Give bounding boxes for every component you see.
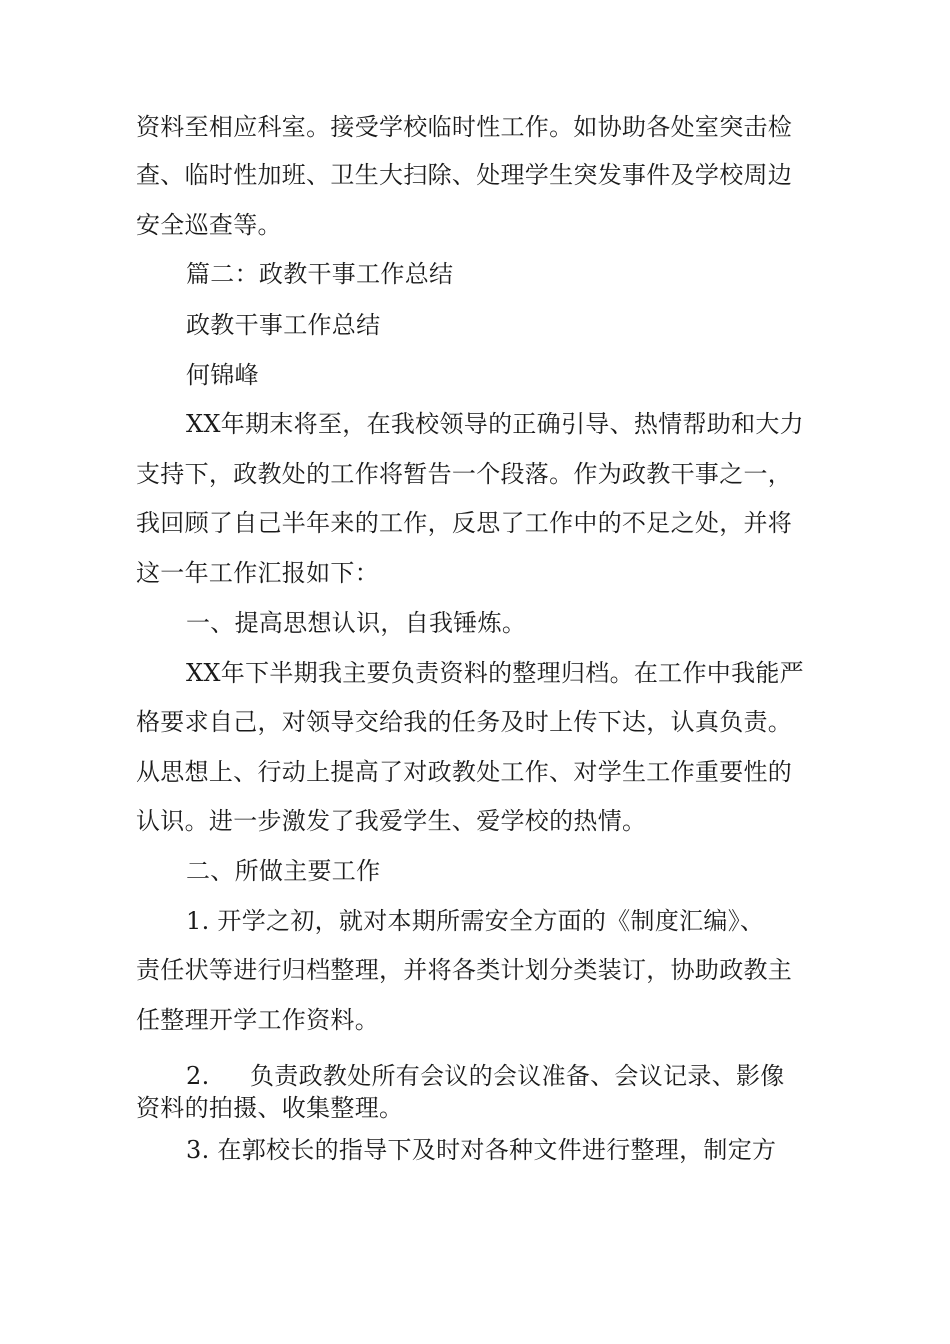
section-heading: 篇二：政教干事工作总结 — [186, 260, 454, 288]
paragraph-line: 查、临时性加班、卫生大扫除、处理学生突发事件及学校周边 — [136, 161, 793, 189]
paragraph-line: 我回顾了自己半年来的工作，反思了工作中的不足之处，并将 — [136, 509, 793, 537]
paragraph-line: 责任状等进行归档整理，并将各类计划分类装订，协助政教主 — [136, 956, 793, 984]
paragraph-line: 资料的拍摄、收集整理。 — [136, 1094, 404, 1122]
author-name: 何锦峰 — [186, 361, 259, 389]
subsection-heading: 二、所做主要工作 — [186, 857, 381, 885]
paragraph-line: 资料至相应科室。接受学校临时性工作。如协助各处室突击检 — [136, 113, 793, 141]
list-item: 负责政教处所有会议的会议准备、会议记录、影像 — [250, 1062, 785, 1090]
list-item: 1. 开学之初，就对本期所需安全方面的《制度汇编》、 — [186, 907, 765, 935]
list-item-number: 2. — [186, 1062, 210, 1090]
paragraph-line: XX年期末将至，在我校领导的正确引导、热情帮助和大力 — [186, 410, 804, 438]
document-title: 政教干事工作总结 — [186, 311, 381, 339]
paragraph-line: 安全巡查等。 — [136, 211, 282, 239]
paragraph-line: 任整理开学工作资料。 — [136, 1006, 379, 1034]
subsection-heading: 一、提高思想认识，自我锤炼。 — [186, 609, 527, 637]
paragraph-line: 支持下，政教处的工作将暂告一个段落。作为政教干事之一， — [136, 460, 793, 488]
paragraph-line: XX年下半期我主要负责资料的整理归档。在工作中我能严 — [186, 659, 804, 687]
paragraph-line: 从思想上、行动上提高了对政教处工作、对学生工作重要性的 — [136, 758, 793, 786]
list-item: 3. 在郭校长的指导下及时对各种文件进行整理，制定方 — [186, 1136, 777, 1164]
paragraph-line: 认识。进一步激发了我爱学生、爱学校的热情。 — [136, 807, 647, 835]
paragraph-line: 格要求自己，对领导交给我的任务及时上传下达，认真负责。 — [136, 708, 793, 736]
paragraph-line: 这一年工作汇报如下： — [136, 559, 379, 587]
